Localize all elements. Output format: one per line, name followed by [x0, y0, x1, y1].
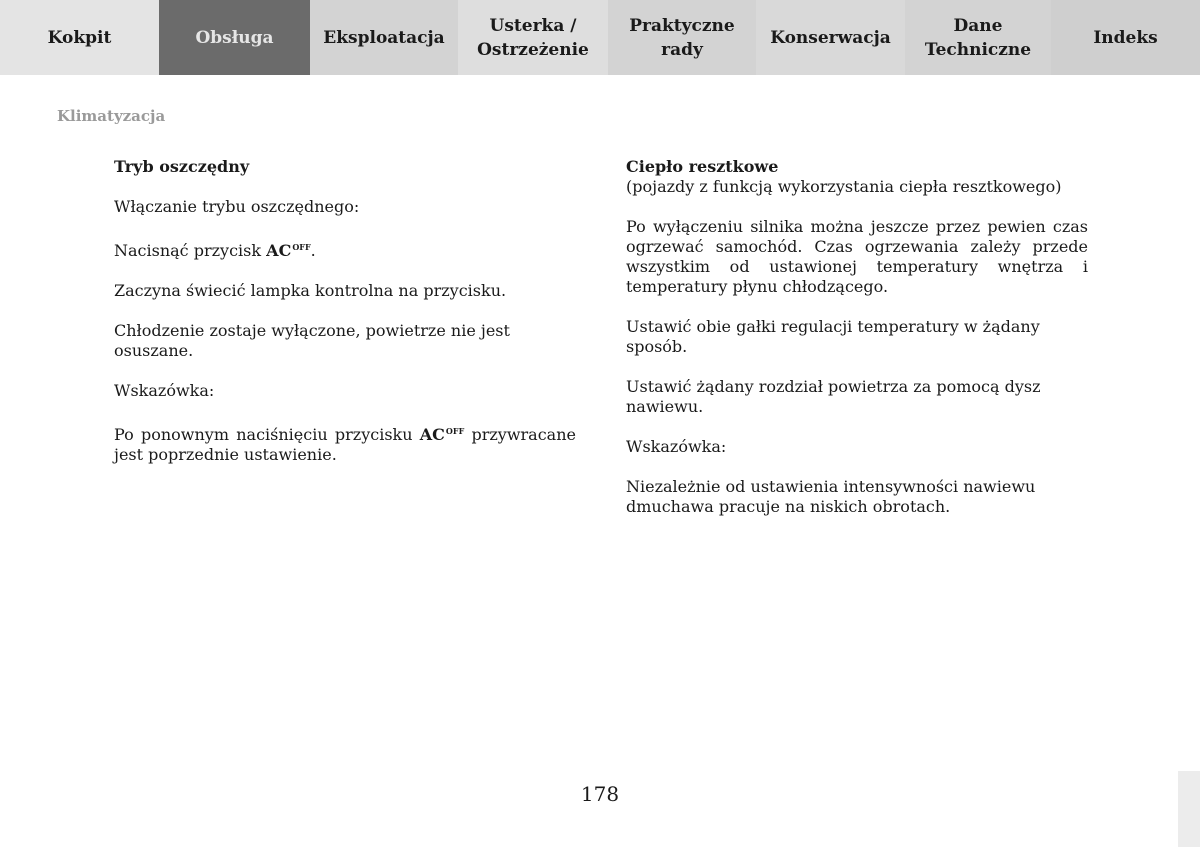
- paragraph: Zaczyna świecić lampka kontrolna na przycisku.: [114, 281, 507, 300]
- left-column: [114, 157, 576, 485]
- tab-label-line2: Techniczne: [924, 39, 1032, 60]
- tab-label-line2: rady: [661, 39, 703, 60]
- paragraph: Chłodzenie zostaje wyłączone, powietrze nie jest osuszane.: [114, 321, 510, 360]
- paragraph-note: Niezależnie od ustawienia intensywności nawiewu dmuchawa pracuje na niskich obrotach.: [626, 477, 1036, 516]
- paragraph: Ustawić obie gałki regulacji temperatury w żądany sposób.: [626, 317, 1040, 356]
- ac-off-button-label: [266, 241, 310, 260]
- text: przywracane jest poprzednie ustawienie.: [114, 425, 576, 464]
- ac-off-superscript: OFF: [445, 426, 465, 436]
- tab-obsluga[interactable]: [159, 0, 310, 75]
- tab-indeks[interactable]: [1051, 0, 1200, 75]
- tab-dane-techniczne[interactable]: [905, 0, 1051, 75]
- ac-off-superscript: OFF: [292, 242, 311, 252]
- tab-praktyczne-rady[interactable]: [608, 0, 756, 75]
- tab-label-line1: Usterka /: [489, 15, 577, 36]
- text: Nacisnąć przycisk: [114, 241, 267, 260]
- right-column: [626, 157, 1088, 537]
- left-heading: Tryb oszczędny: [114, 157, 250, 176]
- tab-label: [477, 14, 589, 62]
- note-label: Wskazówka:: [114, 381, 215, 400]
- tab-label: Konserwacja: [770, 27, 891, 48]
- text: Po ponownym naciśnięciu przycisku: [114, 425, 420, 444]
- ac-label: AC: [419, 425, 445, 444]
- tab-label: [629, 14, 734, 62]
- page-edge-tab: [1178, 771, 1200, 847]
- paragraph-note: [114, 421, 576, 465]
- tab-label-line1: Praktyczne: [629, 15, 735, 36]
- tab-konserwacja[interactable]: [756, 0, 905, 75]
- paragraph: Ustawić żądany rozdział powietrza za pomocą dysz nawiewu.: [626, 377, 1041, 416]
- ac-label: AC: [266, 241, 292, 260]
- ac-off-button-label: [420, 425, 464, 444]
- tab-label: [925, 14, 1031, 62]
- tab-eksploatacja[interactable]: [310, 0, 458, 75]
- tab-label: Obsługa: [195, 27, 274, 48]
- tab-label: Kokpit: [47, 27, 112, 48]
- tab-label-line1: Dane: [953, 15, 1003, 36]
- page-number: 178: [580, 782, 620, 806]
- note-label: Wskazówka:: [626, 437, 727, 456]
- text: .: [310, 241, 316, 260]
- right-heading: Ciepło resztkowe: [626, 157, 779, 176]
- subheading: (pojazdy z funkcją wykorzystania ciepła resztkowego): [626, 177, 1062, 196]
- paragraph-ac-instruction: [114, 237, 576, 261]
- tab-kokpit[interactable]: [0, 0, 159, 75]
- chapter-tab-bar: [0, 0, 1200, 75]
- tab-label: Eksploatacja: [323, 27, 445, 48]
- tab-usterka-ostrzezenie[interactable]: [458, 0, 608, 75]
- paragraph: Po wyłączeniu silnika można jeszcze przez pewien czas ogrzewać samochód. Czas ogrzewania zależy przede wszystkim od ustawionej temperatury wnętrza i temperatury płynu chłodzącego.: [626, 217, 1088, 296]
- tab-label-line2: Ostrzeżenie: [477, 39, 589, 60]
- section-title: Klimatyzacja: [57, 107, 166, 125]
- paragraph: Włączanie trybu oszczędnego:: [114, 197, 360, 216]
- tab-label: Indeks: [1093, 27, 1158, 48]
